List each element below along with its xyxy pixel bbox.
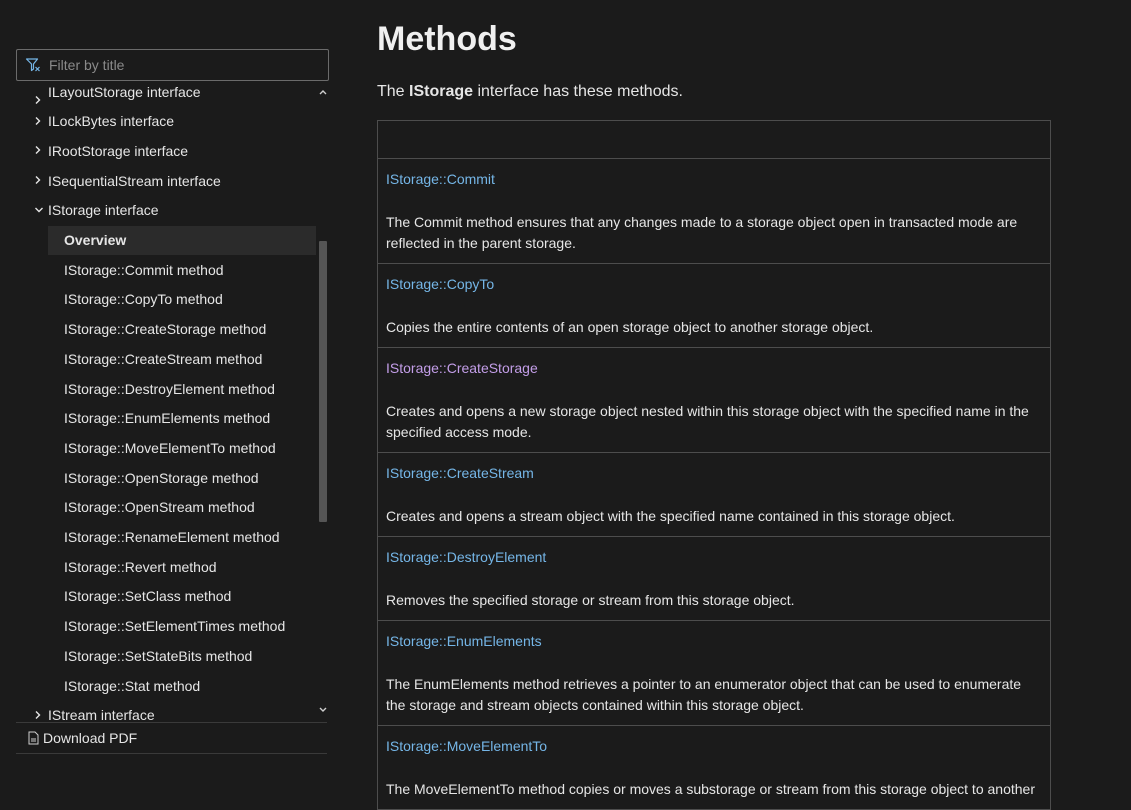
chevron-right-icon[interactable]	[34, 173, 44, 187]
method-description: Removes the specified storage or stream from this storage object.	[386, 592, 795, 608]
chevron-right-icon[interactable]	[34, 143, 44, 157]
methods-table	[377, 120, 1051, 810]
toc-item[interactable]	[16, 582, 316, 611]
toc-item[interactable]	[16, 433, 316, 462]
chevron-right-icon[interactable]	[34, 114, 44, 128]
toc-item-label: IStorage::DestroyElement method	[64, 380, 275, 397]
intro-suffix: interface has these methods.	[473, 83, 683, 100]
toc-item[interactable]	[16, 166, 316, 195]
toc-item-label: IStorage::EnumElements method	[64, 410, 271, 427]
toc-item-label: IStream interface	[48, 707, 155, 724]
method-cell	[378, 621, 1051, 726]
method-description: The EnumElements method retrieves a pointer to an enumerator object that can be used to enumerate the storage and stream objects contained within this storage object.	[386, 676, 1022, 713]
toc-item-label: IStorage::Stat method	[64, 677, 201, 694]
method-cell	[378, 264, 1051, 348]
toc-item-label: IStorage::OpenStorage method	[64, 469, 259, 486]
method-cell	[378, 348, 1051, 453]
chevron-down-icon[interactable]	[34, 203, 44, 217]
toc-item-label: IStorage::Commit method	[64, 261, 224, 278]
toc-item-label: IStorage::CreateStorage method	[64, 321, 267, 338]
interface-name: IStorage	[409, 83, 474, 100]
sidebar	[16, 49, 329, 777]
toc-item[interactable]	[16, 671, 316, 700]
method-cell	[378, 453, 1051, 537]
toc-item-label: IStorage::MoveElementTo method	[64, 439, 276, 456]
method-link[interactable]: IStorage::MoveElementTo	[386, 738, 548, 754]
method-row	[378, 726, 1051, 810]
method-row	[378, 159, 1051, 264]
scroll-up-arrow-icon[interactable]	[317, 86, 329, 98]
intro-prefix: The	[377, 83, 410, 100]
table-header-row	[378, 121, 1051, 159]
method-link[interactable]: IStorage::Commit	[386, 171, 495, 187]
toc-item[interactable]	[16, 196, 316, 225]
method-row	[378, 537, 1051, 621]
toc-item-label: IStorage::SetElementTimes method	[64, 618, 286, 635]
method-link[interactable]: IStorage::CopyTo	[386, 276, 495, 292]
method-cell	[378, 537, 1051, 621]
toc-item[interactable]	[16, 523, 316, 552]
method-description: The MoveElementTo method copies or moves a substorage or stream from this storage object to another	[386, 781, 1035, 797]
method-row	[378, 621, 1051, 726]
chevron-right-icon[interactable]	[34, 93, 44, 107]
method-link[interactable]: IStorage::CreateStream	[386, 465, 534, 481]
method-cell	[378, 159, 1051, 264]
intro-text	[377, 83, 683, 101]
toc-item[interactable]	[16, 374, 316, 403]
filter-input[interactable]	[49, 57, 309, 73]
method-description: Creates and opens a new storage object nested within this storage object with the specified name in the specified access mode.	[386, 403, 1029, 440]
toc-item[interactable]	[16, 404, 316, 433]
method-row	[378, 348, 1051, 453]
toc-item-label: ILockBytes interface	[48, 113, 175, 130]
toc-item-label: IStorage::CopyTo method	[64, 291, 223, 308]
toc-item-label: IStorage interface	[48, 202, 159, 219]
toc-item-label: IStorage::SetClass method	[64, 588, 232, 605]
pdf-document-icon	[28, 731, 39, 745]
method-description: Creates and opens a stream object with the specified name contained in this storage object.	[386, 508, 955, 524]
toc-item-label: IStorage::SetStateBits method	[64, 647, 253, 664]
filter-icon	[25, 57, 41, 73]
toc-item[interactable]	[16, 255, 316, 284]
toc-item[interactable]	[16, 493, 316, 522]
toc-item[interactable]	[16, 315, 316, 344]
scroll-down-arrow-icon[interactable]	[317, 704, 329, 716]
toc-item-active[interactable]	[48, 226, 316, 255]
method-cell	[378, 726, 1051, 810]
toc-item-label: IStorage::Revert method	[64, 558, 217, 575]
method-description: The Commit method ensures that any changes made to a storage object open in transacted mode are reflected in the parent storage.	[386, 214, 1018, 251]
method-link[interactable]: IStorage::EnumElements	[386, 633, 542, 649]
method-link[interactable]: IStorage::DestroyElement	[386, 549, 547, 565]
method-row	[378, 453, 1051, 537]
toc-item-label: ISequentialStream interface	[48, 172, 221, 189]
toc-item[interactable]	[16, 107, 316, 136]
toc-item-label: IStorage::CreateStream method	[64, 350, 263, 367]
toc-item[interactable]	[16, 136, 316, 165]
toc-scrollbar[interactable]	[317, 86, 329, 716]
toc-item-label: IRootStorage interface	[48, 142, 189, 159]
scroll-thumb[interactable]	[319, 241, 327, 522]
toc-item[interactable]	[16, 612, 316, 641]
download-pdf-label: Download PDF	[43, 730, 138, 746]
toc-item[interactable]	[16, 552, 316, 581]
toc-item-label: IStorage::RenameElement method	[64, 529, 280, 545]
toc-item[interactable]	[16, 285, 316, 314]
toc-item[interactable]	[16, 463, 316, 492]
download-pdf-button[interactable]	[16, 722, 327, 754]
toc-item-label: IStorage::OpenStream method	[64, 499, 255, 516]
table-header-cell	[378, 121, 1051, 159]
page-title: Methods	[377, 20, 517, 58]
method-link[interactable]: IStorage::CreateStorage	[386, 360, 538, 376]
method-row	[378, 264, 1051, 348]
chevron-right-icon[interactable]	[34, 708, 44, 722]
toc-item[interactable]	[16, 86, 316, 100]
toc-item[interactable]	[16, 641, 316, 670]
toc-item-label: ILayoutStorage interface	[48, 84, 201, 100]
toc-item-label: Overview	[64, 232, 127, 248]
method-description: Copies the entire contents of an open storage object to another storage object.	[386, 319, 874, 335]
toc-item[interactable]	[16, 344, 316, 373]
table-of-contents	[16, 84, 316, 724]
filter-box[interactable]	[16, 49, 329, 81]
